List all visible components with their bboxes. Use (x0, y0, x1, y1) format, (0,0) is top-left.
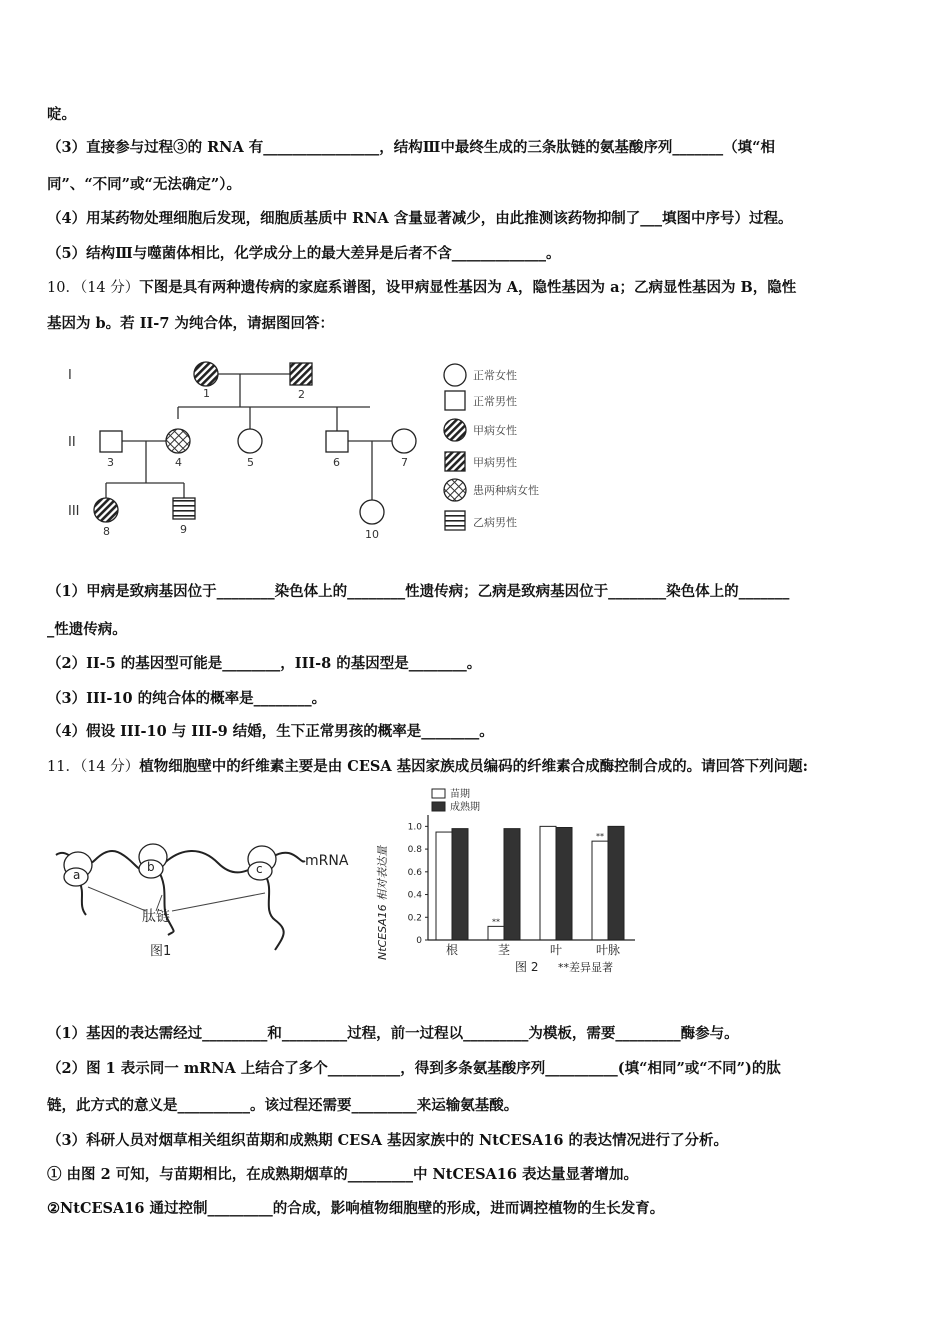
peptide-c (265, 875, 284, 950)
q10-stem-line1 (47, 276, 950, 297)
q10-sub4: （4）假设 III-10 与 III-9 结婚，生下正常男孩的概率是________。 (47, 723, 494, 740)
legend-mature: 成熟期 (450, 802, 480, 813)
legend-jia-female-symbol (444, 419, 466, 441)
q9-sub3-line2: 同”、“不同”或“无法确定”）。 (47, 176, 241, 193)
individual-6 (326, 431, 348, 452)
individual-5 (238, 429, 262, 453)
q9-sub3-line1: （3）直接参与过程③的 RNA 有________________，结构Ⅲ中最终生成的三条肽链的氨基酸序列_______（填“相 (47, 139, 775, 156)
q10-sub1-line1: （1）甲病是致病基因位于________染色体上的________性遗传病；乙病是致病基因位于________染色体上的_______ (47, 583, 790, 600)
id-10: 10 (365, 528, 379, 541)
id-9: 9 (180, 523, 187, 536)
individual-2 (290, 363, 312, 385)
individual-10 (360, 500, 384, 524)
q10-sub1-line2: _性遗传病。 (47, 621, 127, 638)
peptide-a (80, 883, 86, 915)
id-4: 4 (175, 456, 182, 469)
q11-stem (47, 755, 950, 776)
y-tick-label: 1.0 (407, 822, 422, 833)
bar-seedling-2 (540, 826, 556, 940)
x-category-label: 叶 (549, 943, 563, 957)
peptide-label: 肽链 (142, 909, 170, 925)
ribosome-c-label: c (256, 862, 263, 876)
individual-4 (166, 429, 190, 453)
legend-both-female: 患两种病女性 (473, 484, 539, 497)
q11-sub1: （1）基因的表达需经过_________和_________过程，前一过程以_________为模板，需要_________酶参与。 (47, 1025, 739, 1042)
bar-seedling-1 (488, 926, 504, 940)
q10-sub3: （3）III-10 的纯合体的概率是________。 (47, 690, 327, 707)
q11-sub2-line2: 链，此方式的意义是__________。该过程还需要_________来运输氨基酸。 (47, 1097, 519, 1114)
y-tick-label: 0.2 (407, 913, 422, 924)
q11-sub3-1: ① 由图 2 可知，与苗期相比，在成熟期烟草的_________中 NtCESA16 表达量显著增加。 (47, 1166, 639, 1183)
id-3: 3 (107, 456, 114, 469)
legend-yi-male: 乙病男性 (473, 516, 517, 529)
legend-swatch-seedling (432, 789, 445, 798)
bar-seedling-0 (436, 832, 452, 940)
figure-1-caption: 图1 (150, 944, 172, 959)
bar-mature-2 (556, 828, 572, 941)
id-5: 5 (247, 456, 254, 469)
y-tick-label: 0 (416, 936, 422, 946)
significance-note: **差异显著 (558, 961, 613, 974)
figure-1-polysome (50, 835, 370, 974)
id-6: 6 (333, 456, 340, 469)
gen-label-I: I (68, 368, 72, 383)
q11-sub3-2: ②NtCESA16 通过控制_________的合成，影响植物细胞壁的形成，进而调控植物的生长发育。 (47, 1200, 665, 1217)
legend-both-female-symbol (444, 479, 466, 501)
peptide-b (158, 870, 174, 935)
q11-stem-text: 植物细胞壁中的纤维素主要是由 CESA 基因家族成员编码的纤维素合成酶控制合成的。请回答下列问题: (139, 758, 809, 775)
individual-9 (173, 498, 195, 519)
id-8: 8 (103, 525, 110, 538)
legend-normal-male-symbol (445, 391, 465, 410)
bar-mature-1 (504, 829, 520, 940)
legend-normal-female-symbol (444, 364, 466, 386)
bar-seedling-3 (592, 841, 608, 940)
significance-mark: ** (596, 832, 604, 842)
q11-sub2-line1: （2）图 1 表示同一 mRNA 上结合了多个__________，得到多条氨基酸序列__________(填“相同”或“不同”)的肽 (47, 1060, 781, 1077)
q11-sub3: （3）科研人员对烟草相关组织苗期和成熟期 CESA 基因家族中的 NtCESA16 的表达情况进行了分析。 (47, 1132, 729, 1149)
y-tick-label: 0.8 (407, 845, 422, 856)
q9-sub4: （4）用某药物处理细胞后发现，细胞质基质中 RNA 含量显著减少，由此推测该药物抑制了___填图中序号）过程。 (47, 210, 793, 227)
x-category-label: 根 (445, 943, 459, 957)
y-tick-label: 0.6 (407, 867, 422, 878)
legend-seedling: 苗期 (450, 789, 470, 800)
ribosome-b-label: b (147, 860, 155, 874)
legend-yi-male-symbol (445, 511, 465, 530)
figure-2-caption: 图 2 (515, 960, 539, 974)
text-line-1: 啶。 (47, 106, 76, 123)
q11-number: 11．（14 分） (47, 759, 140, 775)
bar-mature-0 (452, 829, 468, 940)
legend-jia-female: 甲病女性 (473, 424, 517, 437)
bar-mature-3 (608, 826, 624, 940)
legend-jia-male-symbol (445, 452, 465, 471)
gen-label-II: II (68, 435, 76, 450)
individual-7 (392, 429, 416, 453)
ribosome-a-label: a (73, 868, 81, 882)
legend-jia-male: 甲病男性 (473, 456, 517, 469)
id-1: 1 (203, 387, 210, 400)
pedigree-figure (60, 355, 580, 554)
mrna-label: mRNA (305, 853, 349, 869)
q10-stem-line2: 基因为 b。若 II-7 为纯合体，请据图回答： (47, 315, 334, 332)
y-axis-label: NtCESA16 相对表达量 (376, 845, 389, 960)
individual-1 (194, 362, 218, 386)
significance-mark: ** (492, 917, 500, 927)
figure-2-chart (370, 785, 660, 984)
y-tick-label: 0.4 (407, 890, 422, 901)
x-category-label: 茎 (497, 943, 511, 957)
individual-8 (94, 498, 118, 522)
id-2: 2 (298, 388, 305, 401)
gen-label-III: III (68, 504, 80, 519)
q10-number: 10．（14 分） (47, 280, 140, 296)
legend-swatch-mature (432, 802, 445, 811)
id-7: 7 (401, 456, 408, 469)
legend-normal-male: 正常男性 (473, 395, 517, 408)
q10-sub2: （2）II-5 的基因型可能是________，III-8 的基因型是________。 (47, 655, 482, 672)
q9-sub5: （5）结构Ⅲ与噬菌体相比，化学成分上的最大差异是后者不含_____________。 (47, 245, 561, 262)
individual-3 (100, 431, 122, 452)
q10-stem-text: 下图是具有两种遗传病的家庭系谱图，设甲病显性基因为 A，隐性基因为 a；乙病显性基因为 B，隐性 (139, 279, 797, 296)
x-category-label: 叶脉 (595, 943, 621, 957)
legend-normal-female: 正常女性 (473, 369, 517, 382)
